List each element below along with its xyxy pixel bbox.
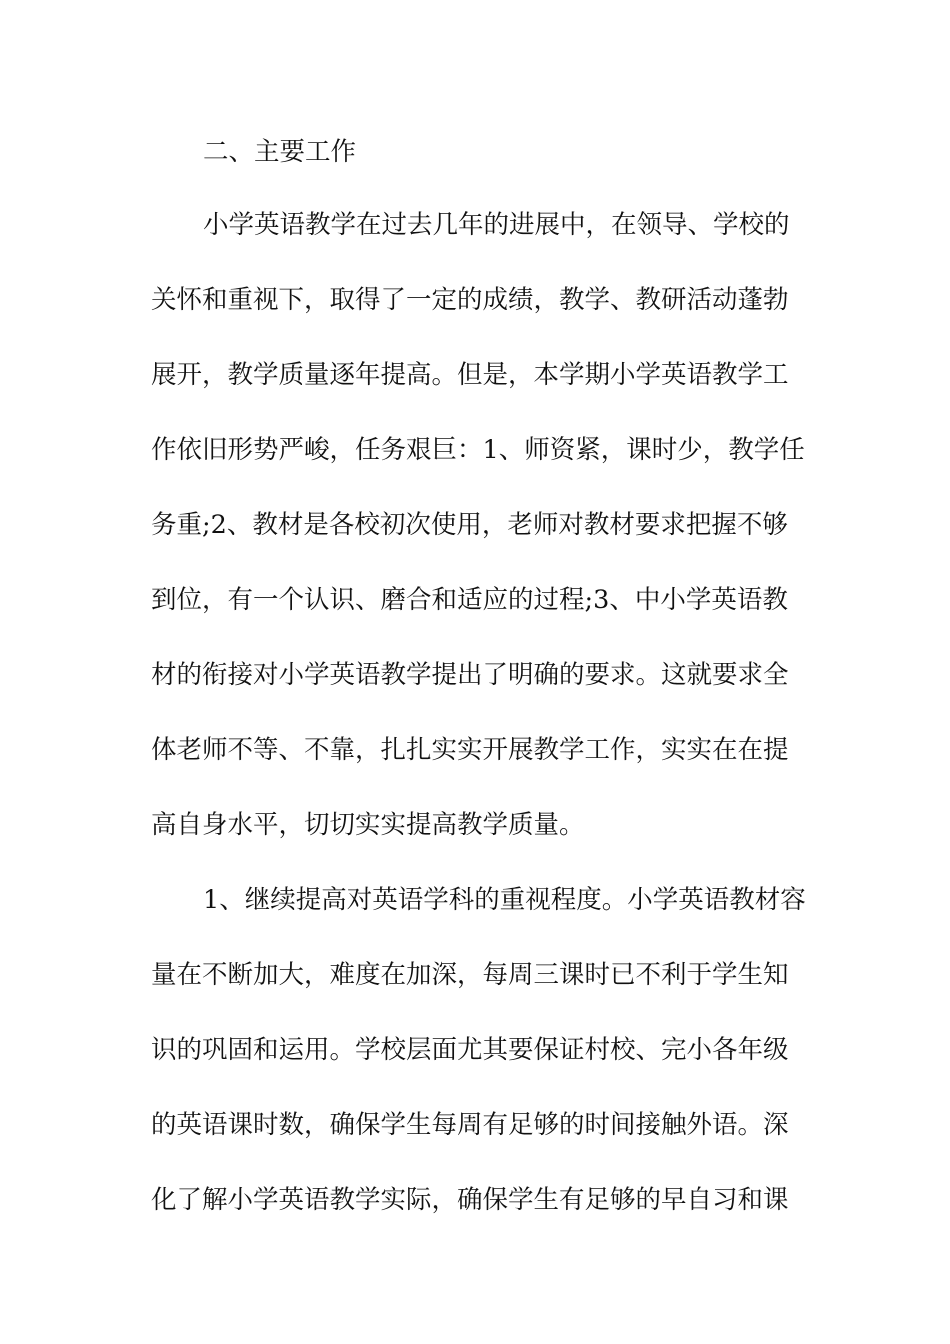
paragraph-2-line-1: 1、继续提高对英语学科的重视程度。小学英语教材容 — [203, 885, 806, 915]
paragraph-1-line-3: 展开，教学质量逐年提高。但是，本学期小学英语教学工 — [151, 360, 789, 390]
paragraph-2-line-2: 量在不断加大，难度在加深，每周三课时已不利于学生知 — [151, 960, 789, 990]
paragraph-2-line-5: 化了解小学英语教学实际，确保学生有足够的早自习和课 — [151, 1185, 789, 1215]
paragraph-1-line-5: 务重;2、教材是各校初次使用，老师对教材要求把握不够 — [151, 510, 788, 540]
paragraph-1-line-4: 作依旧形势严峻，任务艰巨：1、师资紧，课时少，教学任 — [151, 435, 805, 465]
paragraph-1-line-8: 体老师不等、不靠，扎扎实实开展教学工作，实实在在提 — [151, 735, 789, 765]
section-heading: 二、主要工作 — [203, 137, 357, 167]
paragraph-1-line-2: 关怀和重视下，取得了一定的成绩，教学、教研活动蓬勃 — [151, 285, 789, 315]
paragraph-1-line-7: 材的衔接对小学英语教学提出了明确的要求。这就要求全 — [151, 660, 789, 690]
paragraph-1-line-6: 到位，有一个认识、磨合和适应的过程;3、中小学英语教 — [151, 585, 788, 615]
paragraph-1-line-1: 小学英语教学在过去几年的进展中，在领导、学校的 — [203, 210, 790, 240]
paragraph-2-line-3: 识的巩固和运用。学校层面尤其要保证村校、完小各年级 — [151, 1035, 789, 1065]
paragraph-1-line-9: 高自身水平，切切实实提高教学质量。 — [151, 810, 585, 840]
paragraph-2-line-4: 的英语课时数，确保学生每周有足够的时间接触外语。深 — [151, 1110, 789, 1140]
